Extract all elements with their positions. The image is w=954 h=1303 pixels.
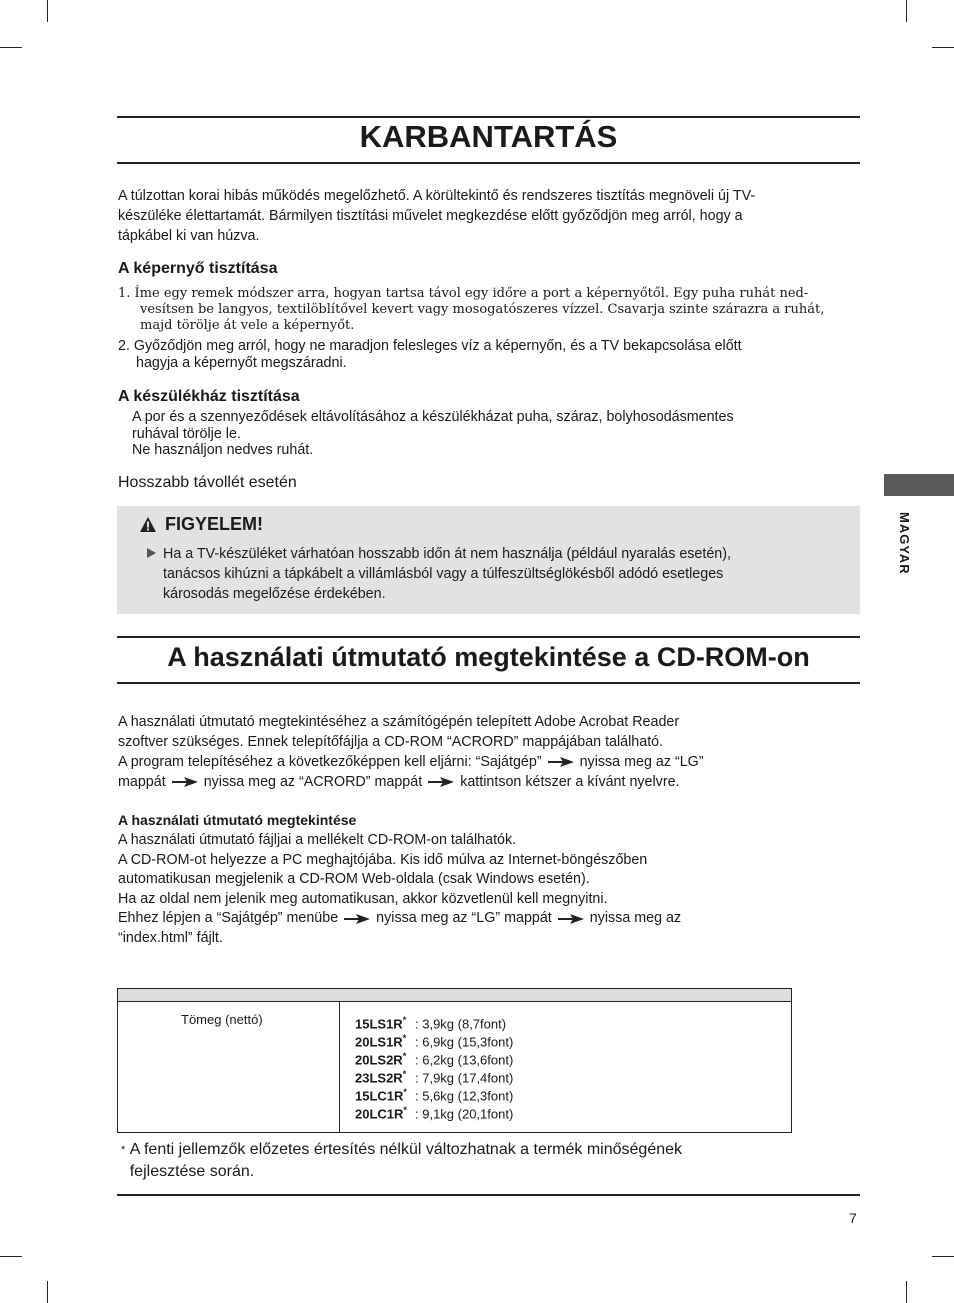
crop-mark — [0, 47, 22, 48]
cdrom-line: A használati útmutató megtekintéséhez a számítógépén telepített Adobe Acrobat Reader — [118, 714, 680, 730]
spec-value: : 5,6kg (12,3font) — [415, 1088, 514, 1104]
footnote-star: * — [121, 1144, 126, 1156]
spec-label: Tömeg (nettó) — [181, 1012, 263, 1027]
cabinet-line: A por és a szennyeződések eltávolításához a készülékházat puha, száraz, bolyhosodásmentes — [132, 409, 734, 425]
footnote-line: A fenti jellemzők előzetes értesítés nélkül változhatnak a termék minőségének — [129, 1141, 683, 1158]
cdrom-paragraph-1 — [118, 712, 704, 792]
cdrom-text: mappát — [118, 774, 166, 790]
cabinet-text — [132, 409, 734, 459]
crop-mark — [932, 1256, 954, 1257]
cdrom-rule-top — [117, 636, 860, 638]
cdrom-rule-bottom — [117, 682, 860, 684]
spec-star: * — [403, 1105, 407, 1115]
warning-icon — [139, 516, 157, 533]
crop-mark — [0, 1256, 22, 1257]
cdrom-line: A használati útmutató fájljai a mellékelt CD-ROM-on találhatók. — [118, 832, 517, 848]
spec-value: : 7,9kg (17,4font) — [415, 1070, 514, 1086]
spec-value: : 9,1kg (20,1font) — [415, 1106, 514, 1122]
cdrom-subheading: A használati útmutató megtekintése — [118, 812, 357, 828]
arrow-right-icon — [428, 777, 454, 787]
crop-mark — [47, 1281, 48, 1303]
footer-rule — [117, 1194, 860, 1196]
page-number: 7 — [849, 1210, 857, 1226]
cdrom-text: nyissa meg az “LG” mappát — [376, 910, 552, 927]
crop-mark — [906, 1281, 907, 1303]
warning-line: károsodás megelőzése érdekében. — [163, 586, 386, 602]
spec-star: * — [403, 1087, 407, 1097]
footnote-line: fejlesztése során. — [129, 1163, 255, 1180]
spec-model — [355, 1101, 415, 1123]
spec-star: * — [402, 1015, 407, 1025]
cdrom-line: A CD-ROM-ot helyezze a PC meghajtójába. Kis idő múlva az Internet-böngészőben — [118, 851, 648, 868]
crop-mark — [906, 0, 907, 22]
warning-text — [163, 544, 731, 604]
crop-mark — [47, 0, 48, 22]
intro-line: A túlzottan korai hibás működés megelőzhető. A körültekintő és rendszeres tisztítás megnöveli új TV- — [118, 188, 756, 204]
arrow-right-icon — [172, 777, 198, 787]
cdrom-text: A program telepítéséhez a következőképpen kell eljárni: “Sajátgép” — [118, 754, 542, 770]
cabinet-line: ruhával törölje le. — [132, 425, 241, 442]
intro-line: tápkábel ki van húzva. — [118, 228, 260, 244]
screen-step-2 — [118, 338, 742, 372]
cdrom-line: automatikusan megjelenik a CD-ROM Web-oldala (csak Windows esetén). — [118, 871, 590, 888]
spec-value: : 3,9kg (8,7font) — [415, 1016, 507, 1032]
arrow-right-icon — [558, 914, 584, 924]
cabinet-heading: A készülékház tisztítása — [118, 388, 300, 405]
cdrom-text: kattintson kétszer a kívánt nyelvre. — [460, 774, 680, 790]
cdrom-text: nyissa meg az “LG” — [579, 754, 704, 770]
screen-heading: A képernyő tisztítása — [118, 260, 278, 277]
cdrom-line: “index.html” fájlt. — [118, 929, 223, 946]
spec-value: : 6,9kg (15,3font) — [415, 1034, 514, 1050]
spec-star: * — [402, 1033, 407, 1043]
step-line: vesítsen be langyos, textilöblítővel kevert vagy mosogatószeres vízzel. Csavarja szinte szárazra a ruhát, — [140, 302, 825, 317]
arrow-right-icon — [344, 914, 370, 924]
step-line: 2. Győződjön meg arról, hogy ne maradjon felesleges víz a képernyőn, és a TV bekapcsolása előtt — [118, 338, 742, 354]
arrow-right-icon — [548, 757, 574, 767]
warning-box — [117, 506, 860, 614]
spec-model-name: 20LS2R — [355, 1052, 403, 1068]
bullet-triangle-icon — [147, 548, 156, 558]
warning-line: Ha a TV-készüléket várhatóan hosszabb időn át nem használja (például nyaralás esetén), — [163, 546, 731, 562]
title-rule-top — [117, 116, 860, 118]
spec-table — [117, 988, 792, 1133]
spec-model-name: 23LS2R — [355, 1070, 403, 1086]
language-tab — [884, 474, 954, 496]
crop-mark — [932, 47, 954, 48]
cdrom-text: Ehhez lépjen a “Sajátgép” menübe — [118, 910, 339, 927]
spec-model-name: 15LC1R — [355, 1088, 404, 1104]
step-line: 1. Íme egy remek módszer arra, hogyan tartsa távol egy időre a port a képernyőtől. Egy puha ruhát ned- — [118, 286, 809, 301]
spec-row — [355, 1101, 513, 1123]
footnote — [121, 1139, 682, 1183]
cdrom-line — [118, 772, 704, 792]
spec-value: : 6,2kg (13,6font) — [415, 1052, 514, 1068]
spec-table-divider — [339, 1001, 340, 1133]
spec-table-header — [118, 989, 791, 1002]
warning-line: tanácsos kihúzni a tápkábelt a villámlásból vagy a túlfeszültséglökésből adódó esetleges — [163, 566, 724, 582]
cabinet-line: Ne használjon nedves ruhát. — [132, 442, 314, 458]
spec-model-name: 20LC1R — [355, 1106, 404, 1122]
cdrom-line — [118, 752, 704, 772]
screen-step-1 — [118, 286, 824, 334]
page-title: KARBANTARTÁS — [359, 119, 618, 154]
spec-model-name: 20LS1R — [355, 1034, 403, 1050]
title-rule-bottom — [117, 162, 860, 164]
cdrom-text: nyissa meg az — [589, 910, 682, 927]
cdrom-text: nyissa meg az “ACRORD” mappát — [203, 774, 423, 790]
spec-star: * — [402, 1069, 407, 1079]
absence-heading: Hosszabb távollét esetén — [118, 474, 297, 491]
step-line: hagyja a képernyőt megszáradni. — [136, 355, 347, 371]
cdrom-line: Ha az oldal nem jelenik meg automatikusan, akkor közvetlenül kell megnyitni. — [118, 890, 608, 907]
spec-star: * — [402, 1051, 407, 1061]
language-label: MAGYAR — [897, 512, 912, 575]
spec-model-name: 15LS1R — [355, 1016, 403, 1032]
cdrom-line: szoftver szükséges. Ennek telepítőfájlja a CD-ROM “ACRORD” mappájában található. — [118, 734, 664, 750]
step-line: majd törölje át vele a képernyőt. — [140, 318, 355, 333]
footnote-text — [130, 1139, 682, 1183]
warning-title: FIGYELEM! — [165, 514, 263, 534]
intro-paragraph — [118, 186, 755, 246]
cdrom-title: A használati útmutató megtekintése a CD-ROM-on — [167, 642, 810, 672]
cdrom-paragraph-2 — [118, 831, 681, 949]
intro-line: készüléke élettartamát. Bármilyen tisztítási művelet megkezdése előtt győződjön meg arról, hogy a — [118, 208, 743, 224]
cdrom-line — [118, 909, 681, 929]
